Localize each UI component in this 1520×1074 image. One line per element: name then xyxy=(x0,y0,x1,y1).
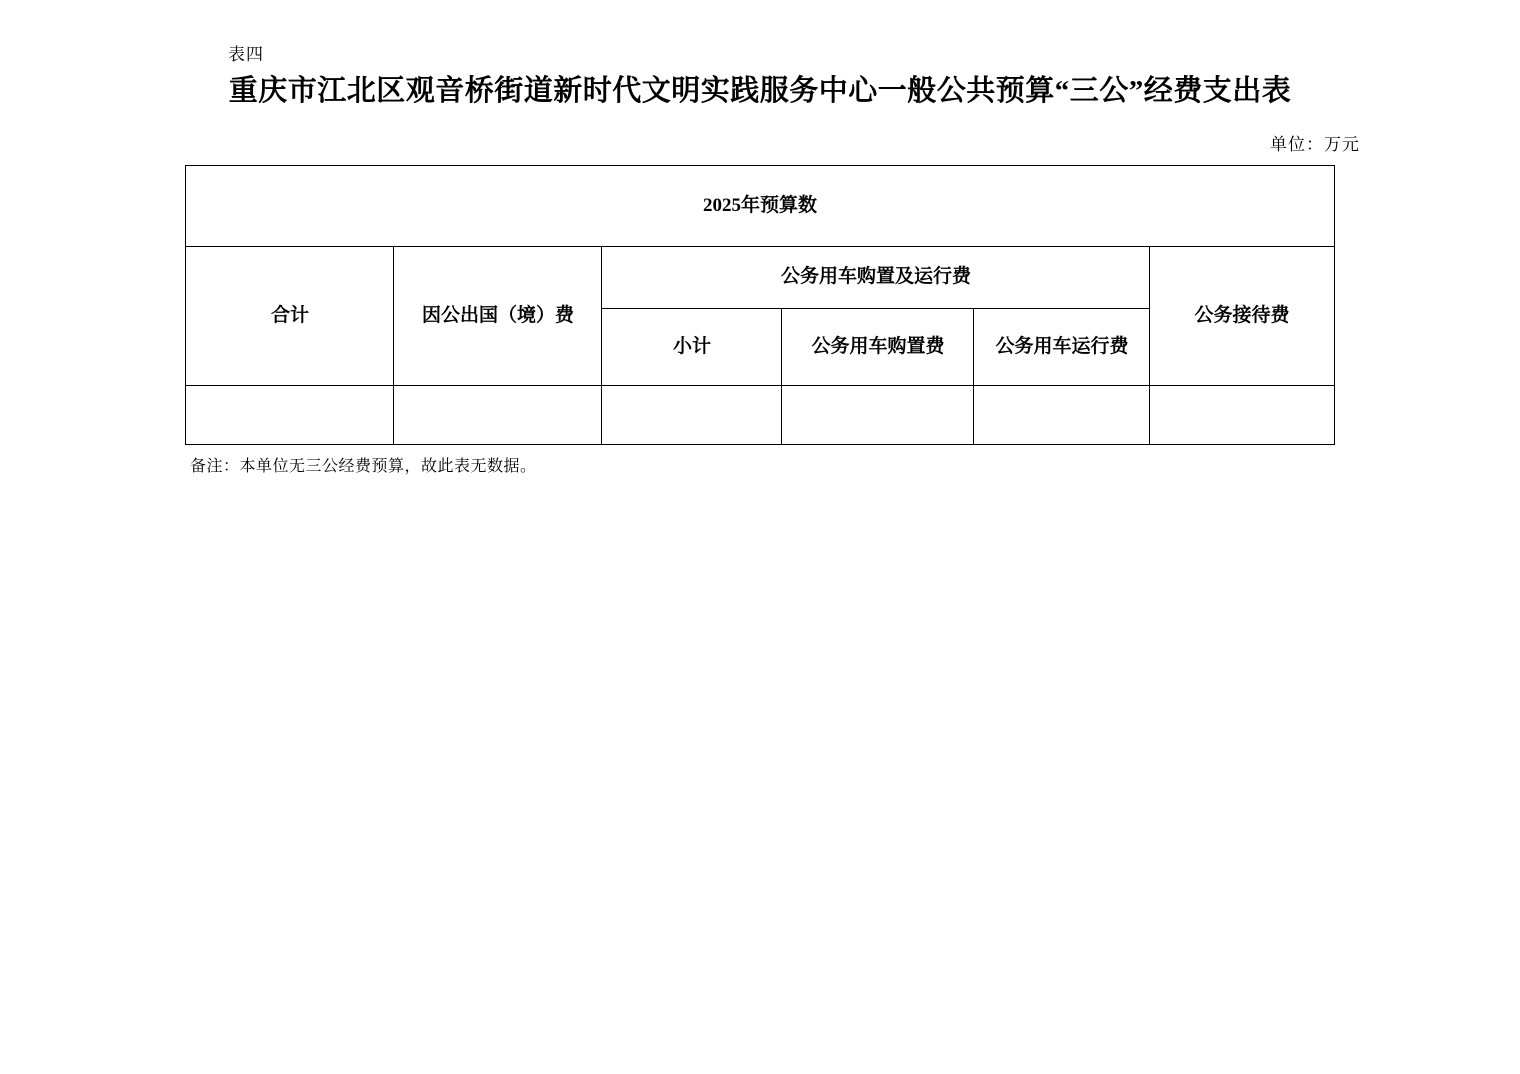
cell-vehicle-operation xyxy=(974,386,1150,445)
budget-table xyxy=(185,165,1334,445)
table-header-row-groups xyxy=(186,247,1334,309)
header-vehicle-purchase: 公务用车购置费 xyxy=(782,309,974,386)
cell-total xyxy=(186,386,394,445)
table-label: 表四 xyxy=(228,45,264,64)
cell-vehicle-purchase xyxy=(782,386,974,445)
page-title: 重庆市江北区观音桥街道新时代文明实践服务中心一般公共预算“三公”经费支出表 xyxy=(228,75,1292,107)
cell-reception xyxy=(1150,386,1334,445)
header-total: 合计 xyxy=(186,247,394,386)
header-vehicle-group: 公务用车购置及运行费 xyxy=(602,247,1150,309)
header-vehicle-operation: 公务用车运行费 xyxy=(974,309,1150,386)
header-abroad-travel: 因公出国（境）费 xyxy=(394,247,602,386)
cell-abroad-travel xyxy=(394,386,602,445)
header-vehicle-subtotal: 小计 xyxy=(602,309,782,386)
table-row xyxy=(186,386,1334,445)
header-reception: 公务接待费 xyxy=(1150,247,1334,386)
unit-label: 单位：万元 xyxy=(1270,135,1360,155)
table-header-row-year xyxy=(186,166,1334,247)
cell-vehicle-subtotal xyxy=(602,386,782,445)
header-year-budget: 2025年预算数 xyxy=(186,166,1334,247)
note-container xyxy=(186,453,1334,476)
table-note: 备注：本单位无三公经费预算，故此表无数据。 xyxy=(190,458,537,476)
